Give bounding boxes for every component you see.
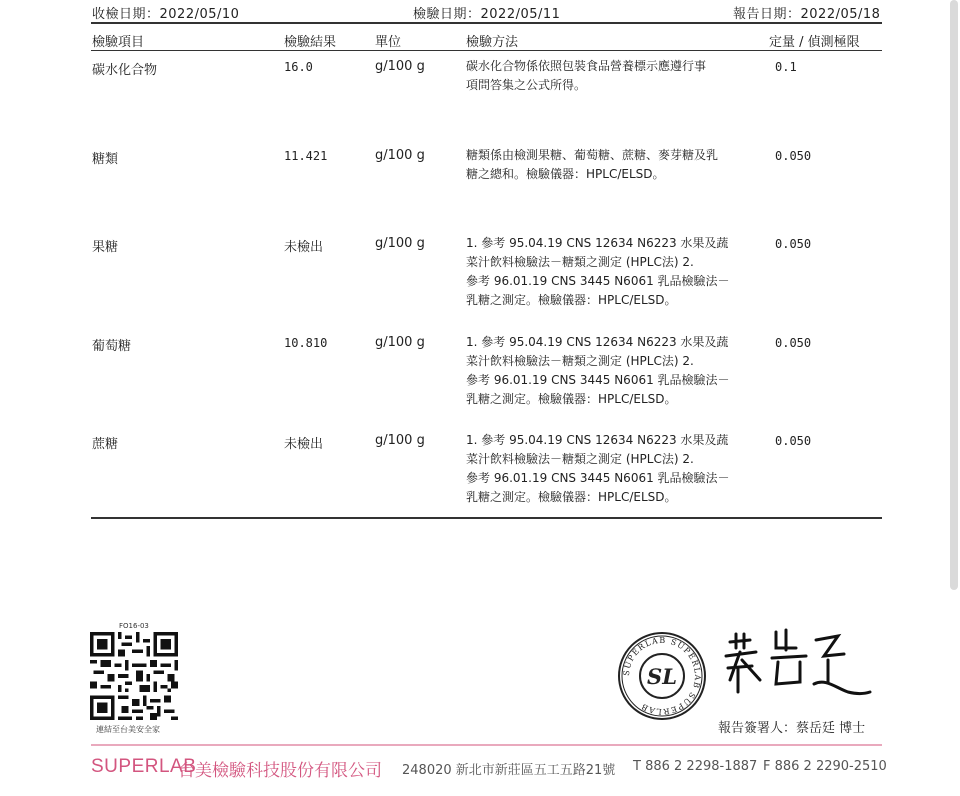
row-limit: 0.1	[775, 60, 797, 74]
row-unit: g/100 g	[375, 433, 425, 448]
top-rule	[91, 22, 882, 24]
col-result: 檢驗結果	[284, 35, 337, 50]
company-fax: F 886 2 2290-2510	[763, 759, 887, 774]
company-name: 台美檢驗科技股份有限公司	[178, 761, 382, 781]
row-result: 11.421	[284, 149, 328, 163]
row-method: 1. 參考 95.04.19 CNS 12634 N6223 水果及蔬 菜汁飲料檢驗法－糖類之測定 (HPLC法) 2. 參考 96.01.19 CNS 3445 N6061 乳品檢驗法－ 乳糖之測定。檢驗儀器：HPLC/ELSD。	[466, 433, 730, 504]
row-method: 1. 參考 95.04.19 CNS 12634 N6223 水果及蔬 菜汁飲料檢驗法－糖類之測定 (HPLC法) 2. 參考 96.01.19 CNS 3445 N6061 乳品檢驗法－ 乳糖之測定。檢驗儀器：HPLC/ELSD。	[466, 236, 730, 307]
col-limit: 定量 / 偵測極限	[769, 35, 860, 50]
row-item: 糖類	[92, 152, 119, 167]
col-unit: 單位	[375, 35, 402, 50]
row-item: 碳水化合物	[92, 63, 158, 78]
row-unit: g/100 g	[375, 335, 425, 350]
row-item: 蔗糖	[92, 437, 119, 452]
row-limit: 0.050	[775, 237, 812, 251]
row-result: 未檢出	[284, 240, 324, 255]
row-unit: g/100 g	[375, 59, 425, 74]
row-limit: 0.050	[775, 149, 812, 163]
superlab-seal-icon	[617, 631, 707, 721]
qr-caption: 連結至台美安全家	[96, 725, 160, 734]
row-result: 16.0	[284, 60, 313, 74]
row-result: 未檢出	[284, 437, 324, 452]
row-unit: g/100 g	[375, 148, 425, 163]
form-code: FO16-03	[119, 622, 149, 630]
qr-code-icon[interactable]	[90, 632, 178, 720]
col-method: 檢驗方法	[466, 35, 519, 50]
report-date: 報告日期：2022/05/18	[733, 7, 881, 22]
company-phone: T 886 2 2298-1887	[633, 759, 758, 774]
row-method: 碳水化合物係依照包裝食品營養標示應遵行事 項問答集之公式所得。	[466, 59, 707, 92]
handwritten-signature-icon	[716, 622, 876, 712]
tested-date: 檢驗日期：2022/05/11	[413, 7, 561, 22]
signer-line: 報告簽署人：蔡岳廷 博士	[718, 721, 866, 736]
row-item: 葡萄糖	[92, 339, 132, 354]
row-limit: 0.050	[775, 434, 812, 448]
received-date: 收檢日期：2022/05/10	[92, 7, 240, 22]
row-method: 糖類係由檢測果糖、葡萄糖、蔗糖、麥芽糖及乳 糖之總和。檢驗儀器：HPLC/ELSD。	[466, 148, 719, 181]
company-address: 248020 新北市新莊區五工五路21號	[402, 763, 616, 778]
table-bottom-rule	[91, 517, 882, 519]
brand-logo: SUPERLAB	[91, 756, 197, 777]
seal-ring-text: SUPERLAB SUPERLAB SUPERLAB	[621, 635, 703, 717]
col-item: 檢驗項目	[92, 35, 145, 50]
row-unit: g/100 g	[375, 236, 425, 251]
footer-rule	[91, 744, 882, 746]
row-result: 10.810	[284, 336, 328, 350]
header-rule	[91, 50, 882, 51]
scrollbar[interactable]	[950, 0, 958, 590]
row-item: 果糖	[92, 240, 119, 255]
row-limit: 0.050	[775, 336, 812, 350]
row-method: 1. 參考 95.04.19 CNS 12634 N6223 水果及蔬 菜汁飲料檢驗法－糖類之測定 (HPLC法) 2. 參考 96.01.19 CNS 3445 N6061 乳品檢驗法－ 乳糖之測定。檢驗儀器：HPLC/ELSD。	[466, 335, 730, 406]
seal-center-text: SL	[647, 664, 677, 689]
